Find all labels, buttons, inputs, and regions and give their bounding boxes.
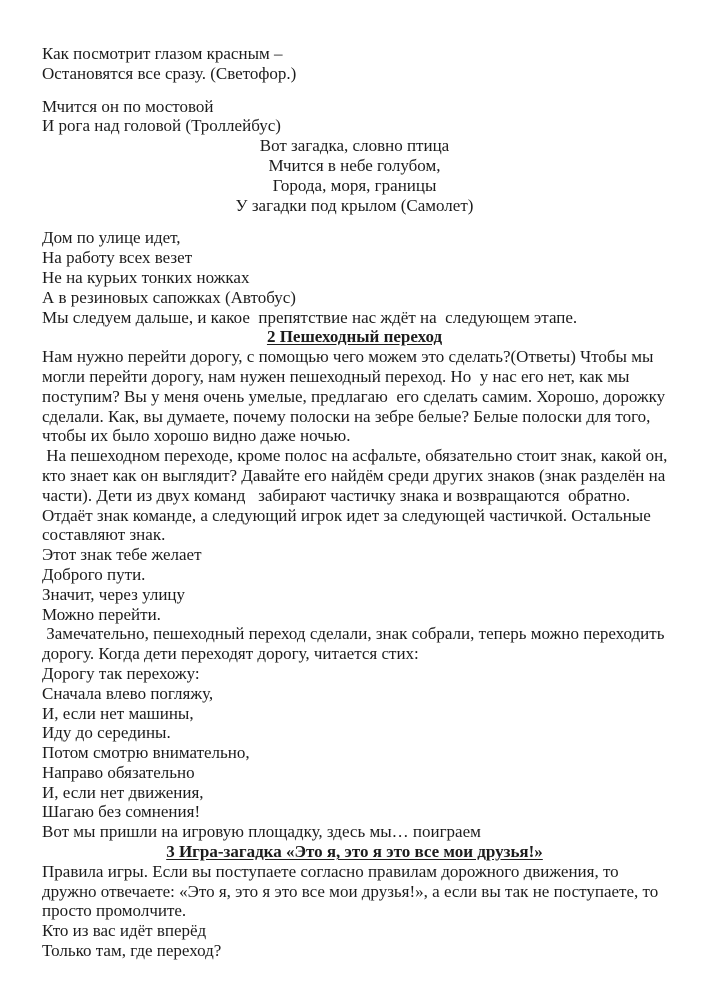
text-line: Дом по улице идет, [42, 228, 181, 248]
text-line: могли перейти дорогу, нам нужен пешеходный переход. Но у нас его нет, как мы [42, 366, 630, 386]
text-line: Вот мы пришли на игровую площадку, здесь мы… поиграем [42, 822, 481, 842]
text-line: Вот загадка, словно птица [259, 136, 450, 156]
text-line: Доброго пути. [42, 564, 146, 584]
text-line: Потом смотрю внимательно, [42, 743, 250, 763]
text-line: И, если нет машины, [42, 703, 194, 723]
text-line: Мчится он по мостовой [42, 96, 214, 116]
text-line: Кто из вас идёт вперёд [42, 921, 207, 941]
text-line: просто промолчите. [42, 901, 187, 921]
text-line: На работу всех везет [42, 248, 193, 268]
text-line: Направо обязательно [42, 762, 195, 782]
text-line: Только там, где переход? [42, 941, 222, 961]
text-line: Не на курьих тонких ножках [42, 267, 250, 287]
section-heading: 3 Игра-загадка «Это я, это я это все мои друзья!» [166, 842, 543, 862]
text-line: А в резиновых сапожках (Автобус) [42, 287, 296, 307]
blank-line [42, 84, 667, 97]
text-line: части). Дети из двух команд забирают частичку знака и возвращаются обратно. [42, 485, 631, 505]
text-line: Замечательно, пешеходный переход сделали, знак собрали, теперь можно переходить [42, 624, 665, 644]
text-line: И рога над головой (Троллейбус) [42, 116, 281, 136]
text-line: Этот знак тебе желает [42, 545, 202, 565]
text-line: Сначала влево погляжу, [42, 683, 214, 703]
text-line: Мы следуем дальше, и какое препятствие нас ждёт на следующем этапе. [42, 307, 578, 327]
text-line: Мчится в небе голубом, [268, 155, 441, 175]
text-line: Шагаю без сомнения! [42, 802, 201, 822]
text-line: Значит, через улицу [42, 584, 186, 604]
text-line: Отдаёт знак команде, а следующий игрок идет за следующей частичкой. Остальные [42, 505, 651, 525]
text-line: Дорогу так перехожу: [42, 663, 200, 683]
text-line: На пешеходном переходе, кроме полос на асфальте, обязательно стоит знак, какой он, [42, 446, 668, 466]
text-line: дружно отвечаете: «Это я, это я это все мои друзья!», а если вы так не поступаете, то [42, 881, 659, 901]
text-line: Правила игры. Если вы поступаете согласно правилам дорожного движения, то [42, 861, 619, 881]
text-line: составляют знак. [42, 525, 166, 545]
text-line: И, если нет движения, [42, 782, 204, 802]
text-line: сделали. Как, вы думаете, почему полоски на зебре белые? Белые полоски для того, [42, 406, 651, 426]
text-line: дорогу. Когда дети переходят дорогу, читается стих: [42, 644, 419, 664]
section-heading: 2 Пешеходный переход [266, 327, 443, 347]
blank-line [42, 215, 667, 228]
text-line: Нам нужно перейти дорогу, с помощью чего можем это сделать?(Ответы) Чтобы мы [42, 347, 654, 367]
text-line: кто знает как он выглядит? Давайте его найдём среди других знаков (знак разделён на [42, 465, 666, 485]
text-line: Иду до середины. [42, 723, 171, 743]
text-line: Можно перейти. [42, 604, 161, 624]
text-line: Города, моря, границы [272, 175, 437, 195]
text-line: У загадки под крылом (Самолет) [235, 195, 474, 215]
text-line: Как посмотрит глазом красным – [42, 44, 283, 63]
text-line: чтобы их было хорошо видно даже ночью. [42, 426, 351, 446]
text-line: Остановятся все сразу. (Светофор.) [42, 63, 297, 83]
text-line: поступим? Вы у меня очень умелые, предлагаю его сделать самим. Хорошо, дорожку [42, 386, 666, 406]
